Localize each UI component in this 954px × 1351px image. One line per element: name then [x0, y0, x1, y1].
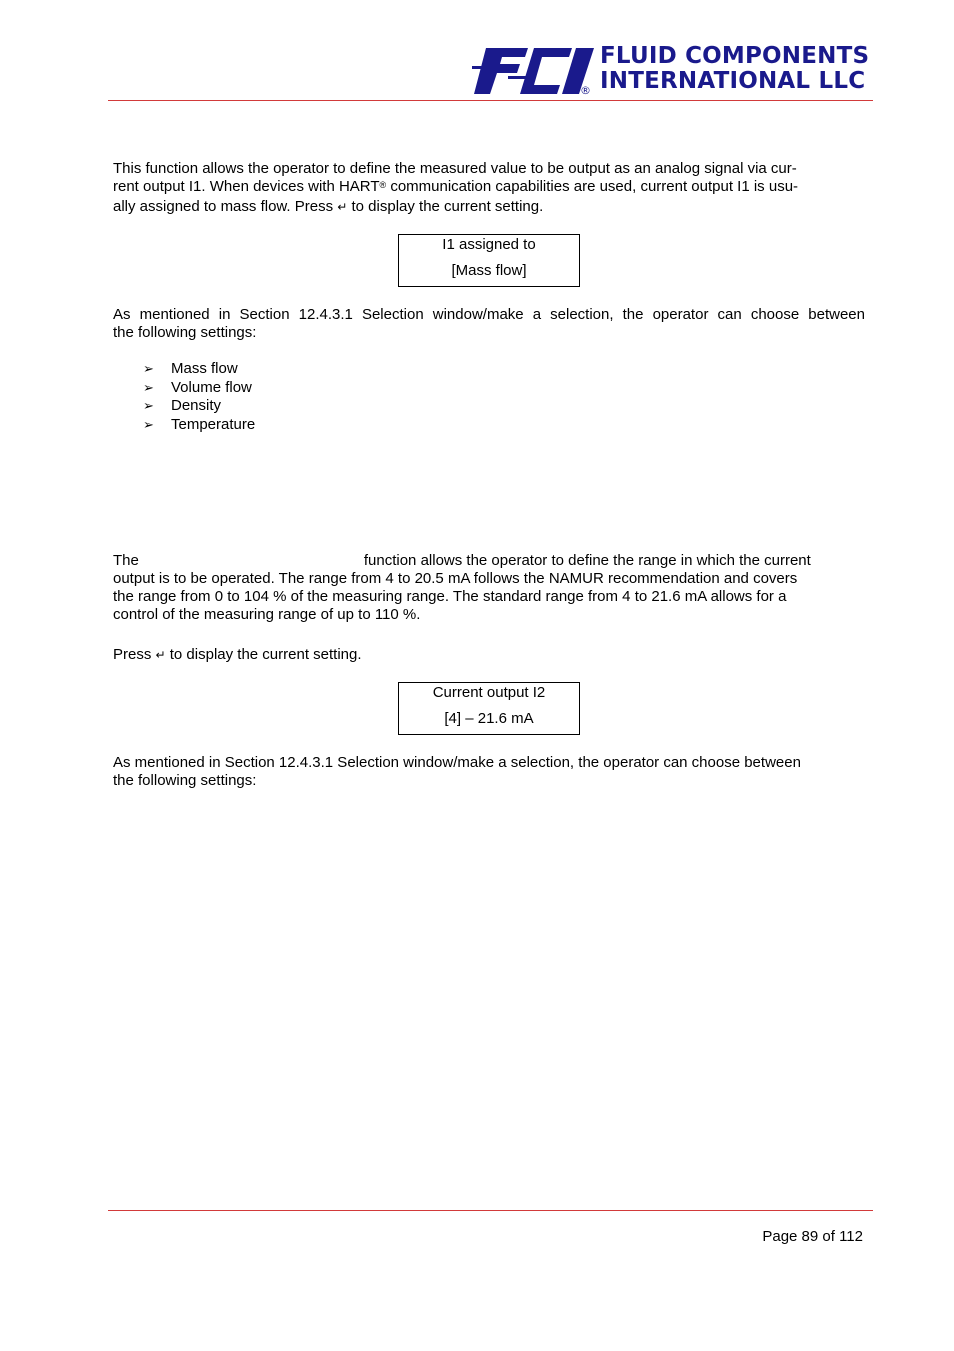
enter-key-icon: ↵ — [337, 200, 348, 214]
display-box-i2 — [398, 682, 580, 735]
list-item: ➢ Volume flow — [143, 378, 252, 396]
section2-press-text: Press ↵ to display the current setting. — [113, 646, 362, 663]
company-name — [600, 44, 869, 94]
registered-mark: ® — [379, 180, 387, 190]
display-line2: [4] – 21.6 mA — [444, 710, 534, 727]
display-line1: I1 assigned to — [442, 236, 536, 253]
company-name-line1: FLUID COMPONENTS — [600, 43, 870, 69]
company-name-line2: INTERNATIONAL LLC — [600, 68, 866, 94]
enter-key-icon: ↵ — [155, 648, 166, 662]
arrow-bullet-icon: ➢ — [143, 361, 154, 376]
display-line1: Current output I2 — [432, 684, 546, 701]
arrow-bullet-icon: ➢ — [143, 398, 154, 414]
arrow-bullet-icon: ➢ — [143, 417, 154, 433]
section1-intro: This function allows the operator to define the measured value to be output as an analog signal via cur- rent output I1. When devices with HART® communication capabilities are used, current output I1 is usu- ally assigned to mass flow. Press ↵ to display the current setting. — [113, 160, 799, 215]
display-line2: [Mass flow] — [451, 262, 527, 279]
fci-logo-mark — [472, 44, 597, 96]
settings-list — [143, 360, 255, 435]
section2-choice-text: As mentioned in Section 12.4.3.1 Selection window/make a selection, the operator can choose between the following settings: — [113, 754, 801, 789]
list-item: ➢ Density — [143, 397, 222, 415]
section2-intro: The function allows the operator to define the range in which the current output is to be operated. The range from 4 to 20.5 mA follows the NAMUR recommendation and covers the range from 0 to 104 % of the measuring range. The standard range from 4 to 21.6 mA allows for a control of the measuring range of up to 110 %. — [113, 552, 811, 623]
section1-choice-text: As mentioned in Section 12.4.3.1 Selection window/make a selection, the operator can choose between the following settings: — [113, 306, 865, 341]
display-box-i1 — [398, 234, 580, 287]
arrow-bullet-icon: ➢ — [143, 379, 154, 395]
list-item: ➢ Mass flow — [143, 360, 238, 377]
company-logo — [472, 43, 870, 96]
list-item: ➢ Temperature — [143, 416, 256, 434]
footer-rule — [108, 1210, 873, 1211]
page-number: Page 89 of 112 — [762, 1228, 863, 1245]
svg-text:®: ® — [580, 84, 591, 96]
header-rule — [108, 100, 873, 101]
